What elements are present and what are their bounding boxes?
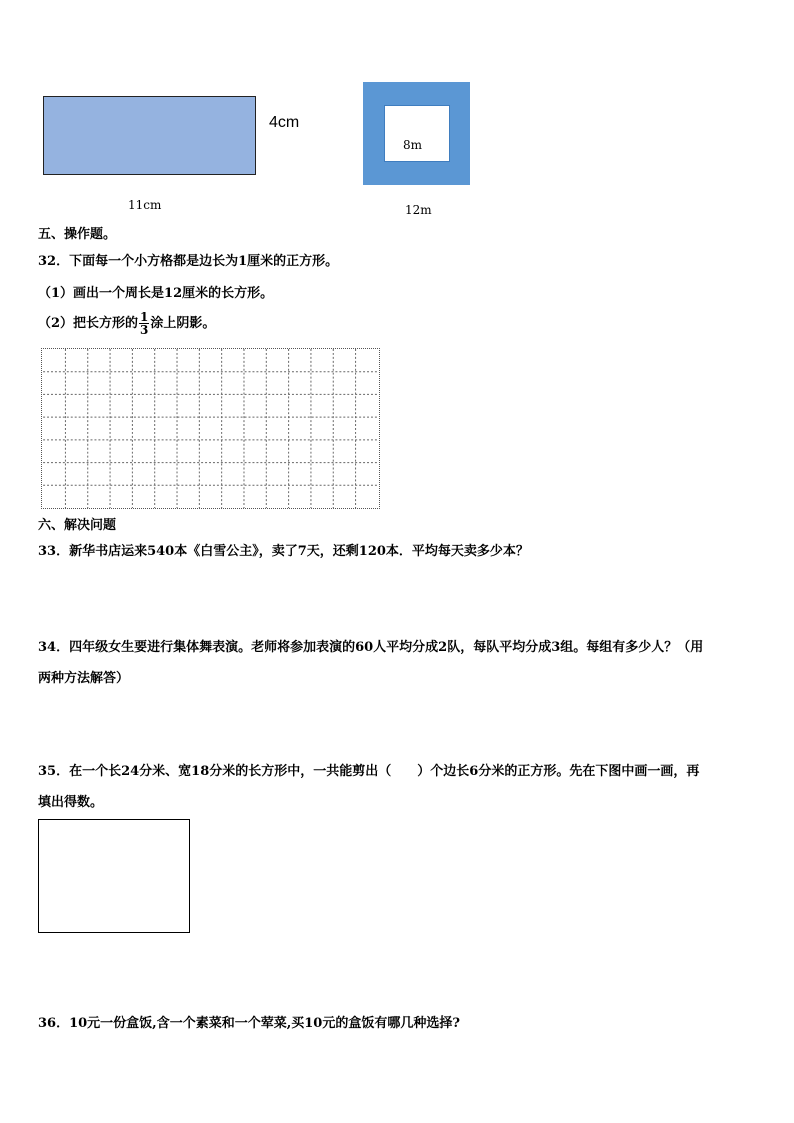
section5-heading: 五、操作题。 bbox=[38, 227, 117, 242]
question-33: 33．新华书店运来540本《白雪公主》，卖了7天，还剩120本．平均每天卖多少本？ bbox=[38, 544, 529, 559]
dotted-square-grid[interactable] bbox=[41, 348, 380, 509]
question-32-part1: （1）画出一个周长是12厘米的长方形。 bbox=[38, 286, 274, 301]
question-32-part2-after: 涂上阴影。 bbox=[150, 316, 216, 331]
section6-heading: 六、解决问题 bbox=[38, 518, 117, 533]
question-34-line1: 34．四年级女生要进行集体舞表演。老师将参加表演的60人平均分成2队，每队平均分成3组。每组有多少人？（用 bbox=[38, 640, 704, 655]
blue-rectangle-figure bbox=[43, 96, 256, 175]
question-32-part2 bbox=[38, 311, 215, 336]
fraction-one-third bbox=[139, 311, 149, 336]
square-inner-label: 8m bbox=[403, 138, 423, 152]
rect-width-label: 11cm bbox=[128, 198, 162, 212]
fraction-numerator: 1 bbox=[140, 310, 149, 324]
question-32: 32．下面每一个小方格都是边长为1厘米的正方形。 bbox=[38, 254, 339, 269]
inner-white-square bbox=[384, 105, 450, 162]
square-outer-label: 12m bbox=[405, 203, 432, 217]
question-36: 36．10元一份盒饭,含一个素菜和一个荤菜,买10元的盒饭有哪几种选择? bbox=[38, 1016, 460, 1031]
fraction-denominator: 3 bbox=[140, 323, 149, 337]
rect-height-label: 4cm bbox=[269, 114, 300, 131]
question-32-part2-before: （2）把长方形的 bbox=[38, 316, 139, 331]
question-35-line2: 填出得数。 bbox=[38, 795, 104, 810]
question-34-line2: 两种方法解答） bbox=[38, 671, 130, 686]
question-35-line1: 35．在一个长24分米、宽18分米的长方形中，一共能剪出（ ）个边长6分米的正方形。先在下图中画一画，再 bbox=[38, 764, 700, 779]
drawing-answer-box[interactable] bbox=[38, 819, 190, 933]
